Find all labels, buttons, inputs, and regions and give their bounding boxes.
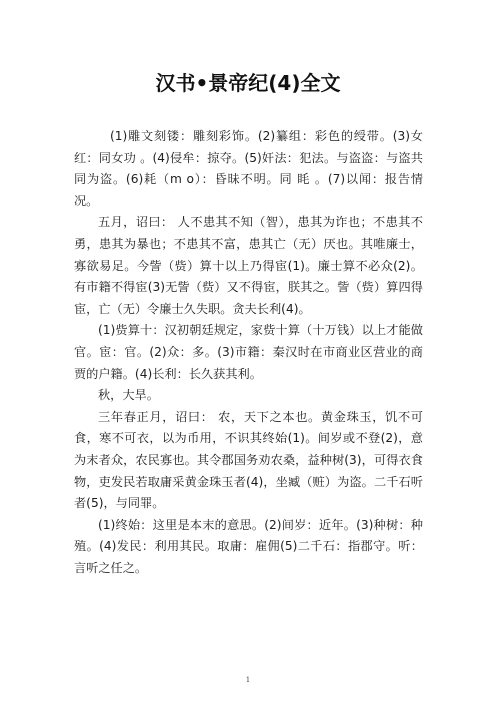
- annotation-paragraph-2: (1)赀算十：汉初朝廷规定，家赀十算（十万钱）以上才能做官。宦：官。(2)众：多。(3)市籍：秦汉时在市商业区营业的商贾的户籍。(4)长利：长久获其利。: [74, 323, 423, 381]
- document-body: [74, 126, 423, 579]
- edict-paragraph-may: 五月，诏曰： 人不患其不知（智），患其为诈也；不患其不勇，患其为暴也；不患其不富，患其亡（无）厌也。其唯廉士，寡欲易足。今訾（赀）算十以上乃得宦(1)。廉士算不必众(2)。有市籍不得宦(3)无訾（赀）又不得宦，朕其之。訾（赀）算四得宦，亡（无）令廉士久失职。贪夫长利(4)。: [74, 215, 423, 316]
- annotation-paragraph-3: (1)终始：这里是本末的意思。(2)间岁：近年。(3)种树：种殖。(4)发民：利用其民。取庸：雇佣(5)二千石：指郡守。听：言听之任之。: [74, 517, 423, 575]
- page-number: 1: [245, 676, 251, 684]
- edict-paragraph-year-three: 三年春正月，诏曰： 农，天下之本也。黄金珠玉，饥不可食，寒不可衣，以为币用，不识其终始(1)。间岁或不登(2)，意为末者众，农民寡也。其令郡国务劝农桑，益种树(3)，可得衣食物，吏发民若取庸采黄金珠玉者(4)，坐臧（赃）为盗。二千石听者(5)，与同罪。: [74, 409, 423, 511]
- document-title: 汉书•景帝纪(4)全文: [155, 71, 341, 95]
- autumn-drought-paragraph: 秋，大旱。: [98, 388, 159, 403]
- annotation-paragraph-1: (1)雕文刻镂：雕刻彩饰。(2)纂组：彩色的绶带。(3)女红：同女功 。(4)侵牟：掠夺。(5)奸法：犯法。与盗盗：与盗共同为盗。(6)耗（m o）：昏昧不明。同 眊 。(7)以闻：报告情况。: [74, 129, 423, 208]
